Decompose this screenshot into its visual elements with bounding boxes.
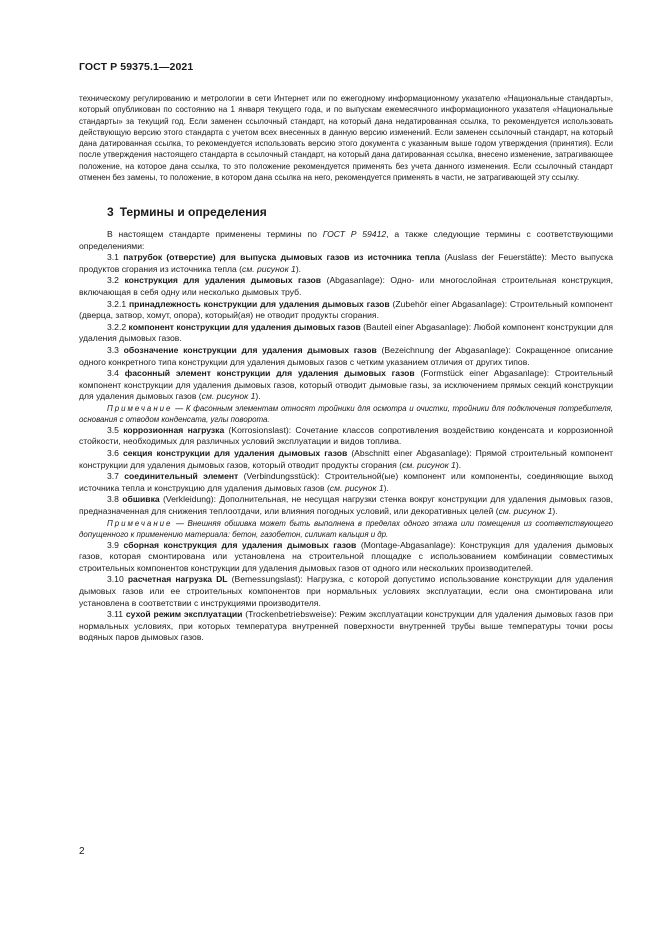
note-text: — Внешняя обшивка может быть выполнена в пределах одного этажа или помещения из соответствующего допущенного к применению материала: бетон, газобетон, силикат кальция и др. <box>79 518 613 539</box>
term-item <box>79 540 613 575</box>
section-title: Термины и определения <box>119 205 267 220</box>
term-item <box>79 368 613 403</box>
note-text: — К фасонным элементам относят тройники для осмотра и очистки, тройники для подключения потребителя, основания с отводом конденсата, углы поворота. <box>79 403 613 424</box>
term-number: 3.7 <box>107 471 119 482</box>
term-name: патрубок (отверстие) для выпуска дымовых газов из источника тепла <box>123 252 441 263</box>
term-item <box>79 252 613 275</box>
note-block <box>79 518 613 540</box>
lead-paragraph <box>79 229 613 252</box>
term-definition: (Formstück einer Abgasanlage): Строительный компонент конструкции для удаления дымовых газов, который отводит дымовые газы, за исключением прямых секций конструкции для удаления дымовых газов ( <box>79 368 613 402</box>
term-definition: (Auslass der Feuerstätte): Место выпуска продуктов сгорания из источника тепла ( <box>79 252 614 274</box>
term-number: 3.1 <box>107 252 119 263</box>
term-item <box>79 299 613 322</box>
term-number: 3.2.1 <box>107 298 127 309</box>
term-tail: ). <box>255 391 261 402</box>
term-name: коррозионная нагрузка <box>123 424 225 435</box>
term-name: расчетная нагрузка DL <box>127 574 228 585</box>
term-number: 3.4 <box>107 368 119 379</box>
term-name: обозначение конструкции для удаления дымовых газов <box>123 344 377 355</box>
term-name: фасонный элемент конструкции для удаления дымовых газов <box>124 368 415 379</box>
term-definition: (Bemessungslast): Нагрузка, с которой допустимо использование конструкции для удаления дымовых газов или ее строительных компонентов при нормальных условиях эксплуатации, если она смонтирована или установлена в соответствии с инструкциями производителя. <box>79 574 614 608</box>
terms-list-2 <box>79 425 613 518</box>
term-number: 3.8 <box>107 494 119 505</box>
terms-list-1 <box>79 252 613 403</box>
term-item <box>79 425 613 448</box>
term-tail: ). <box>455 459 462 470</box>
term-definition: (Zubehör einer Abgasanlage): Строительный компонент (дверца, затвор, хомут, опора), который(ая) не отводит продукты сгорания. <box>79 298 613 321</box>
section-heading <box>79 207 613 219</box>
page-number: 2 <box>79 846 85 857</box>
intro-paragraph: техническому регулированию и метрологии в сети Интернет или по ежегодному информационному указателю «Национальные стандарты», который опубликован по состоянию на 1 января текущего года, и по выпускам ежемесячного информационного указателя «Национальные стандарты» за текущий год. Если заменен ссылочный стандарт, на который дана недатированная ссылка, то рекомендуется использовать действующую версию этого стандарта с учетом всех внесенных в данную версию изменений. Если заменен ссылочный стандарт, на который дана датированная ссылка, то рекомендуется использовать версию этого документа с указанным выше годом утверждения (принятия). Если после утверждения настоящего стандарта в ссылочный стандарт, на который дана датированная ссылка, внесено изменение, затрагивающее положение, на которое дана ссылка, то это положение рекомендуется применять без учета данного изменения. Если ссылочный стандарт отменен без замены, то положение, в котором дана ссылка на него, рекомендуется применять в части, не затрагивающей эту ссылку. <box>79 94 613 183</box>
term-name: принадлежность конструкции для удаления дымовых газов <box>128 298 390 309</box>
term-number: 3.10 <box>107 574 124 585</box>
term-name: компонент конструкции для удаления дымовых газов <box>128 321 361 332</box>
term-item <box>79 574 613 609</box>
term-definition: (Abgasanlage): Одно- или многослойная строительная конструкция, включающая в себя одну или несколько дымовых труб. <box>79 275 613 297</box>
term-tail: ). <box>383 482 389 493</box>
term-item <box>79 322 613 345</box>
figure-reference: см. рисунок 1 <box>329 482 384 493</box>
lead-text-after: , а также следующие термины с соответствующими определениями: <box>79 228 614 251</box>
note-block <box>79 403 613 425</box>
lead-text-before: В настоящем стандарте применены термины по <box>107 228 323 239</box>
note-label: Примечание <box>107 403 173 413</box>
term-name: соединительный элемент <box>124 471 239 482</box>
lead-reference-link: ГОСТ Р 59412 <box>322 228 387 239</box>
document-header: ГОСТ Р 59375.1—2021 <box>79 61 194 73</box>
term-name: сухой режим эксплуатации <box>125 609 243 620</box>
section-number: 3 <box>107 205 114 220</box>
figure-reference: см. рисунок 1 <box>242 263 296 274</box>
term-number: 3.2.2 <box>107 321 127 332</box>
figure-reference: см. рисунок 1 <box>201 391 256 402</box>
term-number: 3.11 <box>107 609 124 620</box>
term-tail: ). <box>295 263 302 274</box>
term-number: 3.6 <box>107 448 119 459</box>
figure-reference: см. рисунок 1 <box>498 506 553 517</box>
term-number: 3.5 <box>107 424 119 435</box>
term-definition: (Trockenbetriebsweise): Режим эксплуатации конструкции для удаления дымовых газов при нормальных условиях, при которых температура внутренней поверхности внутренней трубы выше температуры точки росы водяных паров дымовых газов. <box>79 609 614 643</box>
term-definition: (Bezeichnung der Abgasanlage): Сокращенное описание одного конкретного типа конструкции для удаления дымовых газов с четким указанием отличия от других типов. <box>79 344 614 367</box>
terms-list-3 <box>79 540 613 644</box>
term-definition: (Korrosionslast): Сочетание классов сопротивления воздействию конденсата и коррозионной стойкости, необходимых для различных условий эксплуатации и видов топлива. <box>79 424 613 447</box>
term-item <box>79 494 613 517</box>
term-item <box>79 471 613 494</box>
term-number: 3.3 <box>107 344 119 355</box>
term-item <box>79 609 613 644</box>
term-number: 3.9 <box>107 539 119 550</box>
term-definition: (Abschnitt einer Abgasanlage): Прямой строительный компонент конструкции для удаления дымовых газов, который отводит продукты сгорания ( <box>79 448 614 470</box>
term-definition: (Bauteil einer Abgasanlage): Любой компонент конструкции для удаления дымовых газов. <box>79 321 613 344</box>
term-definition: (Montage-Abgasanlage): Конструкция для удаления дымовых газов, которая смонтирована или установлена на строительной площадке с использованием комбинации совместимых строительных компонентов конструкции для удаления дымовых газов от одного или нескольких производителей. <box>79 539 614 573</box>
term-name: сборная конструкция для удаления дымовых газов <box>123 539 357 550</box>
term-item <box>79 345 613 368</box>
term-definition: (Verkleidung): Дополнительная, не несущая нагрузки стенка вокруг конструкции для удаления дымовых газов, предназначенная для снижения теплоотдачи, или влияния погодных условий, или декоративных целей ( <box>79 494 613 517</box>
term-item <box>79 275 613 298</box>
note-label: Примечание <box>107 518 173 528</box>
term-tail: ). <box>552 506 558 517</box>
term-name: секция конструкции для удаления дымовых газов <box>122 448 348 459</box>
term-definition: (Verbindungsstück): Строительной(ые) компонент или компоненты, соединяющие выход источника тепла и конструкцию для удаления дымовых газов ( <box>79 471 614 493</box>
term-name: обшивка <box>122 494 160 505</box>
term-name: конструкция для удаления дымовых газов <box>124 275 322 286</box>
figure-reference: см. рисунок 1 <box>402 459 456 470</box>
term-number: 3.2 <box>107 275 119 286</box>
document-body <box>79 93 613 644</box>
term-item <box>79 448 613 471</box>
